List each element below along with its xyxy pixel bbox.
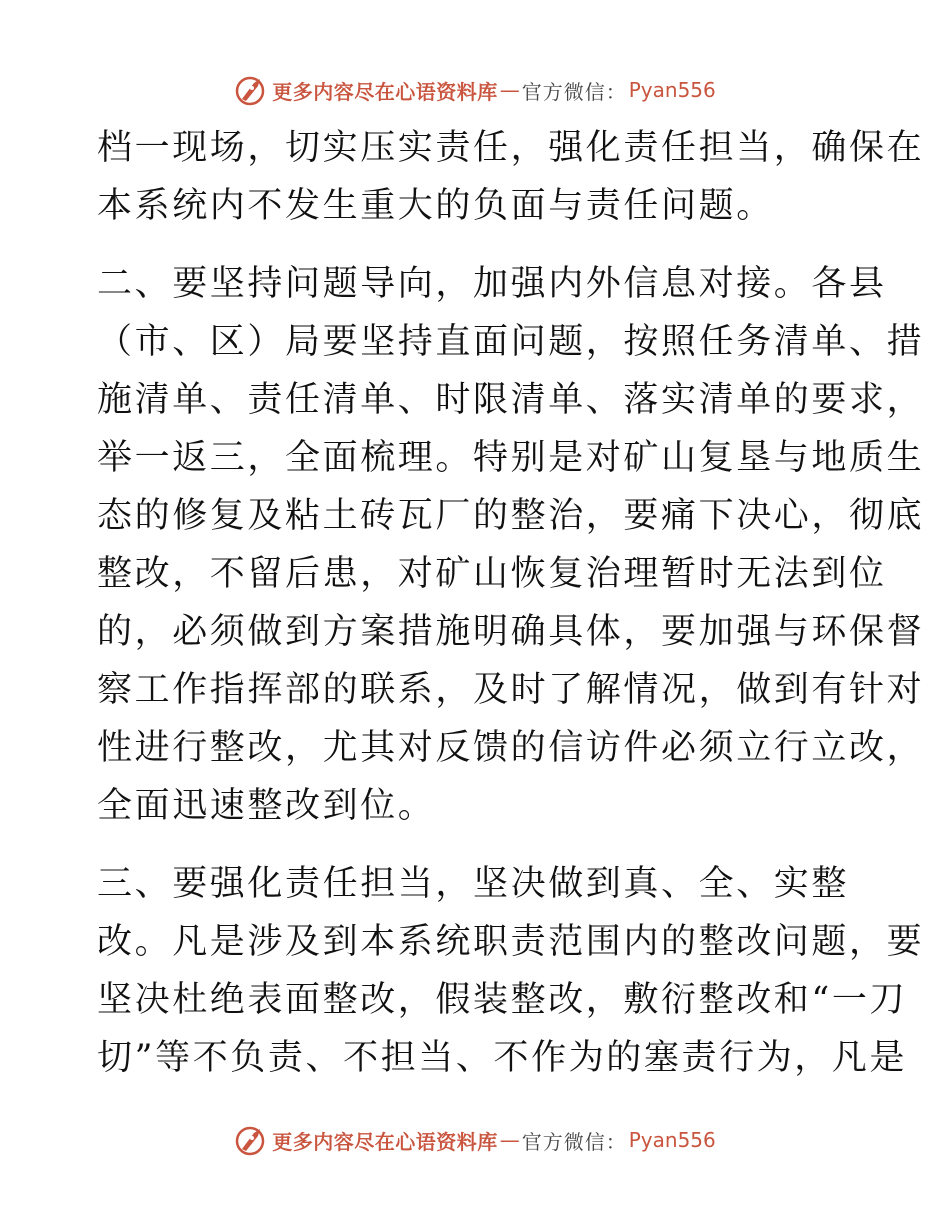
text-line: 整改，不留后患，对矿山恢复治理暂时无法到位 xyxy=(97,554,887,594)
text-line: （市、区）局要坚持直面问题，按照任务清单、措 xyxy=(97,322,925,362)
text-line: 态的修复及粘土砖瓦厂的整治，要痛下决心，彻底 xyxy=(97,496,925,536)
text-line: 的，必须做到方案措施明确具体，要加强与环保督 xyxy=(97,612,925,652)
text-line: 档一现场，切实压实责任，强化责任担当，确保在 xyxy=(97,128,925,168)
banner-wechat-label: 官方微信： xyxy=(521,79,627,104)
header-banner xyxy=(0,70,950,110)
text-line: 举一返三，全面梳理。特别是对矿山复垦与地质生 xyxy=(97,438,925,478)
banner-lead-text: 更多内容尽在心语资料库 xyxy=(272,1129,498,1154)
paragraph-1 xyxy=(97,119,925,235)
document-body xyxy=(97,119,925,1087)
paragraph-3 xyxy=(97,855,925,1087)
banner-lead-text: 更多内容尽在心语资料库 xyxy=(272,79,498,104)
banner-wechat-id: Pyan556 xyxy=(628,1128,716,1152)
pen-nib-logo-icon xyxy=(234,73,268,107)
banner-wechat-label: 官方微信： xyxy=(521,1129,627,1154)
text-line: 全面迅速整改到位。 xyxy=(97,786,436,826)
text-line: 改。凡是涉及到本系统职责范围内的整改问题，要 xyxy=(97,922,925,962)
pen-nib-logo-icon xyxy=(234,1123,268,1157)
text-line: 坚决杜绝表面整改，假装整改，敷衍整改和“一刀 xyxy=(97,980,908,1020)
text-line: 三、要强化责任担当，坚决做到真、全、实整 xyxy=(97,864,850,904)
banner-dash: — xyxy=(499,1128,520,1152)
banner-dash: — xyxy=(499,78,520,102)
paragraph-2 xyxy=(97,255,925,835)
text-line: 本系统内不发生重大的负面与责任问题。 xyxy=(97,186,774,226)
banner-wechat-id: Pyan556 xyxy=(628,78,716,102)
text-line: 施清单、责任清单、时限清单、落实清单的要求， xyxy=(97,380,925,420)
text-line: 察工作指挥部的联系，及时了解情况，做到有针对 xyxy=(97,670,925,710)
text-line: 二、要坚持问题导向，加强内外信息对接。各县 xyxy=(97,264,887,304)
text-line: 性进行整改，尤其对反馈的信访件必须立行立改， xyxy=(97,728,925,768)
footer-banner xyxy=(0,1120,950,1160)
text-line: 切”等不负责、不担当、不作为的塞责行为，凡是 xyxy=(97,1038,908,1078)
